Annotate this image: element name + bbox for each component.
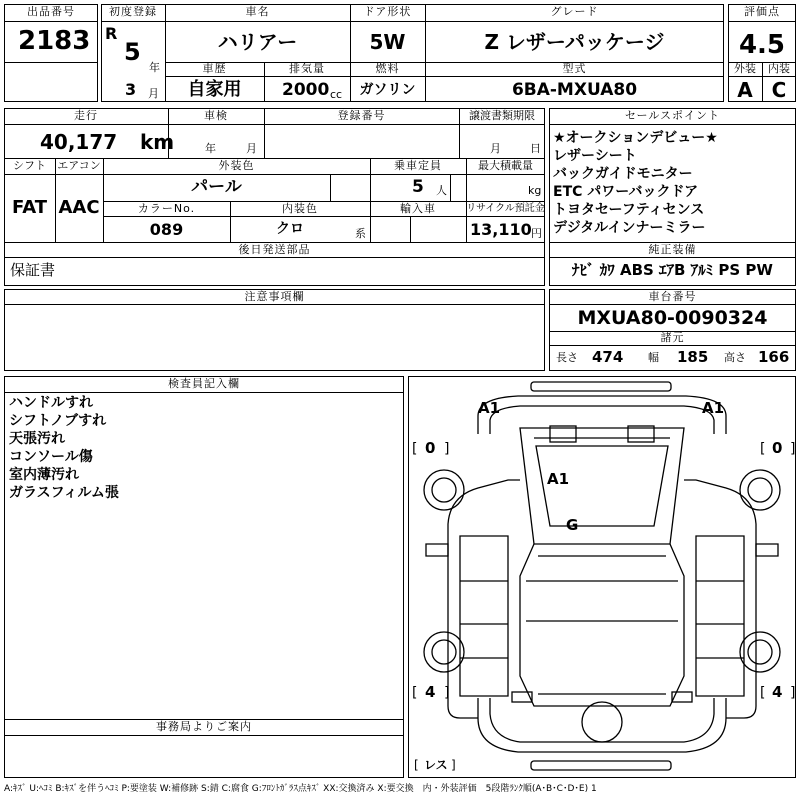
door-type: 5W: [369, 30, 406, 54]
int-color-label: 内装色: [282, 202, 318, 215]
spec-width: 185: [677, 348, 709, 366]
chassis-no-label: 車台番号: [648, 290, 697, 303]
km-unit: km: [140, 130, 175, 154]
spare-bracket: ]: [451, 758, 456, 772]
tire-rr-bracket: ]: [790, 685, 796, 701]
sales-point: バックガイドモニター: [553, 166, 693, 182]
inspection-label: 車検: [204, 109, 228, 122]
tire-rr-depth: 4: [772, 683, 783, 701]
sales-points-label: セールスポイント: [624, 109, 720, 122]
transfer-deadline-label: 譲渡書類期限: [469, 109, 535, 122]
score-label: 評価点: [744, 5, 780, 18]
lot-number-label: 出品番号: [27, 5, 75, 18]
ext-color-label: 外装色: [218, 159, 255, 172]
inspection-month-unit: 月: [246, 142, 257, 155]
tire-fl-depth: 0: [425, 439, 436, 457]
tire-rl-bracket: [: [412, 685, 418, 701]
spare-bracket: [: [414, 758, 419, 772]
sales-points-list: [553, 129, 718, 237]
std-equipment: ﾅﾋﾞ ｶﾜ ABS ｴｱB ｱﾙﾐ PS PW: [572, 261, 773, 279]
first-reg-label: 初度登録: [109, 5, 157, 18]
sales-point: ★オークションデビュー★: [553, 130, 718, 146]
inspection-year-unit: 年: [205, 142, 216, 155]
inspector-note: 天張汚れ: [9, 431, 65, 447]
int-color: クロ: [276, 221, 304, 237]
model-code: 6BA-MXUA80: [511, 80, 638, 100]
aircon-label: エアコン: [57, 159, 101, 172]
mark-front-right-corner: A1: [702, 399, 725, 417]
history-label: 車歴: [202, 62, 227, 75]
score: 4.5: [738, 30, 786, 60]
later-parts: 保証書: [10, 261, 56, 279]
tire-fl-bracket: ]: [444, 441, 450, 457]
first-reg-year: 5: [124, 38, 141, 66]
tire-fr-bracket: [: [760, 441, 766, 457]
std-equipment-label: 純正装備: [648, 243, 697, 256]
specs-label: 諸元: [660, 331, 685, 344]
car-name-label: 車名: [245, 5, 270, 18]
lot-number: 2183: [18, 26, 91, 56]
shift-label: シフト: [13, 159, 46, 172]
inspector-note: シフトノブすれ: [9, 413, 107, 429]
later-parts-label: 後日発送部品: [238, 243, 311, 256]
tire-rr-bracket: [: [760, 685, 766, 701]
grade: Z レザーパッケージ: [484, 30, 665, 54]
transfer-month-unit: 月: [490, 142, 501, 155]
fuel-label: 燃料: [375, 62, 400, 75]
history: 自家用: [187, 79, 242, 100]
inspector-note: コンソール傷: [9, 449, 93, 465]
tire-fr-depth: 0: [772, 439, 783, 457]
displacement-label: 排気量: [289, 62, 325, 75]
tire-rl-bracket: ]: [444, 685, 450, 701]
mark-hood: A1: [547, 470, 570, 488]
spec-height: 166: [758, 348, 790, 366]
car-body-diagram: [408, 376, 796, 778]
chassis-no: MXUA80-0090324: [577, 307, 768, 329]
year-unit: 年: [149, 61, 160, 74]
inspector-notes: [9, 394, 119, 502]
spec-width-label: 幅: [648, 351, 659, 364]
notes-label: 注意事項欄: [244, 290, 305, 303]
load-unit: kg: [528, 184, 542, 197]
spec-height-label: 高さ: [724, 351, 746, 364]
registration-no-label: 登録番号: [337, 109, 386, 122]
grade-label: グレード: [550, 5, 599, 18]
first-reg-month: 3: [125, 80, 137, 99]
door-label: ドア形状: [363, 5, 412, 18]
car-name: ハリアー: [217, 30, 298, 54]
int-color-unit: 系: [355, 227, 366, 240]
yen-unit: 円: [531, 227, 542, 240]
interior-grade: C: [771, 78, 787, 102]
displacement: 2000: [282, 80, 330, 100]
transfer-day-unit: 日: [530, 142, 541, 155]
spare-tire: レス: [424, 758, 448, 772]
tire-fl-bracket: [: [412, 441, 418, 457]
tire-rl-depth: 4: [425, 683, 436, 701]
shift: FAT: [11, 197, 48, 218]
model-label: 型式: [562, 62, 587, 75]
sales-point: デジタルインナーミラー: [553, 220, 706, 236]
fuel: ガソリン: [359, 82, 416, 98]
import-label: 輸入車: [400, 202, 436, 215]
tire-fr-bracket: ]: [790, 441, 796, 457]
max-load-label: 最大積載量: [478, 159, 533, 172]
inspector-note: ハンドルすれ: [9, 395, 93, 411]
color-no: 089: [149, 220, 184, 239]
exterior-label: 外装: [734, 62, 756, 75]
recycle-label: リサイクル預託金: [466, 203, 545, 214]
legend: A:ｷｽﾞ U:ﾍｺﾐ B:ｷｽﾞを伴うﾍｺﾐ P:要塗装 W:補修跡 S:錆 C:腐食 G:ﾌﾛﾝﾄｶﾞﾗｽ点ｷｽﾞ XX:交換済み X:要交換 内・外装評価 5段階ﾗﾝｸ順(A･B･C･D･E) 1: [4, 784, 597, 794]
sales-point: トヨタセーフティセンス: [553, 202, 705, 218]
spec-length: 474: [592, 348, 624, 366]
month-unit: 月: [148, 87, 159, 100]
inspector-label: 検査員記入欄: [168, 377, 240, 390]
capacity-label: 乗車定員: [394, 159, 442, 172]
spec-length-label: 長さ: [556, 351, 578, 364]
mileage-label: 走行: [74, 109, 98, 122]
mileage: 40,177: [40, 130, 118, 154]
mark-glass: G: [566, 516, 579, 534]
capacity: 5: [412, 177, 424, 197]
exterior-grade: A: [737, 78, 753, 102]
aircon: AAC: [58, 197, 100, 218]
sales-point: レザーシート: [553, 148, 637, 164]
mark-front-left-corner: A1: [478, 399, 501, 417]
sales-point: ETC パワーバックドア: [553, 184, 699, 200]
recycle-fee: 13,110: [470, 220, 532, 239]
inspector-note: 室内薄汚れ: [9, 467, 79, 483]
inspector-note: ガラスフィルム張: [9, 485, 119, 501]
color-no-label: カラーNo.: [137, 202, 196, 215]
interior-label: 内装: [768, 62, 790, 75]
ext-color: パール: [191, 177, 242, 197]
era: R: [105, 24, 118, 43]
capacity-unit: 人: [436, 184, 447, 197]
cc-unit: cc: [330, 88, 343, 101]
office-label: 事務局よりご案内: [156, 720, 252, 733]
